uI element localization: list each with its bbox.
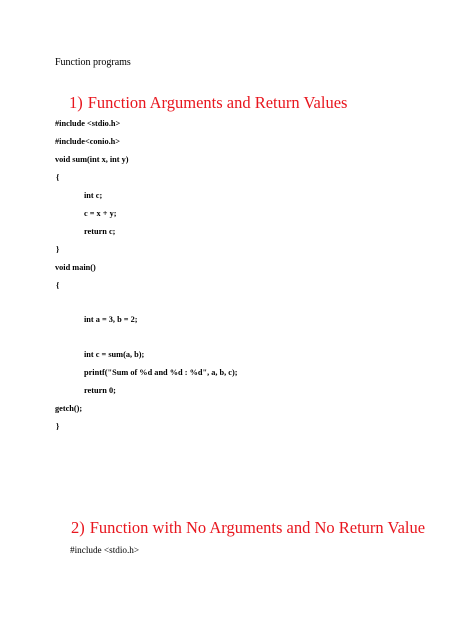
code-line: }: [56, 422, 60, 431]
section-1-title: Function Arguments and Return Values: [87, 93, 348, 112]
section-2-heading: [71, 518, 425, 538]
section-1-heading: [69, 93, 347, 113]
code-line: #include <stdio.h>: [70, 545, 140, 555]
section-1-number: 1): [69, 93, 83, 112]
section-2-number: 2): [71, 518, 85, 537]
code-line: int c = sum(a, b);: [84, 350, 145, 359]
code-line: #include<conio.h>: [55, 137, 121, 146]
code-line: {: [56, 173, 60, 182]
code-line: return 0;: [84, 386, 116, 395]
code-line: {: [56, 281, 60, 290]
code-line: }: [56, 245, 60, 254]
code-line: return c;: [84, 227, 116, 236]
section-2-title: Function with No Arguments and No Return Value: [89, 518, 426, 537]
code-line: printf("Sum of %d and %d : %d", a, b, c);: [84, 368, 238, 377]
code-line: #include <stdio.h>: [55, 119, 121, 128]
document-label: Function programs: [55, 57, 131, 68]
code-line: void main(): [55, 263, 96, 272]
code-line: int c;: [84, 191, 103, 200]
code-line: void sum(int x, int y): [55, 155, 129, 164]
code-line: c = x + y;: [84, 209, 117, 218]
code-line: getch();: [55, 404, 83, 413]
code-line: int a = 3, b = 2;: [84, 315, 138, 324]
